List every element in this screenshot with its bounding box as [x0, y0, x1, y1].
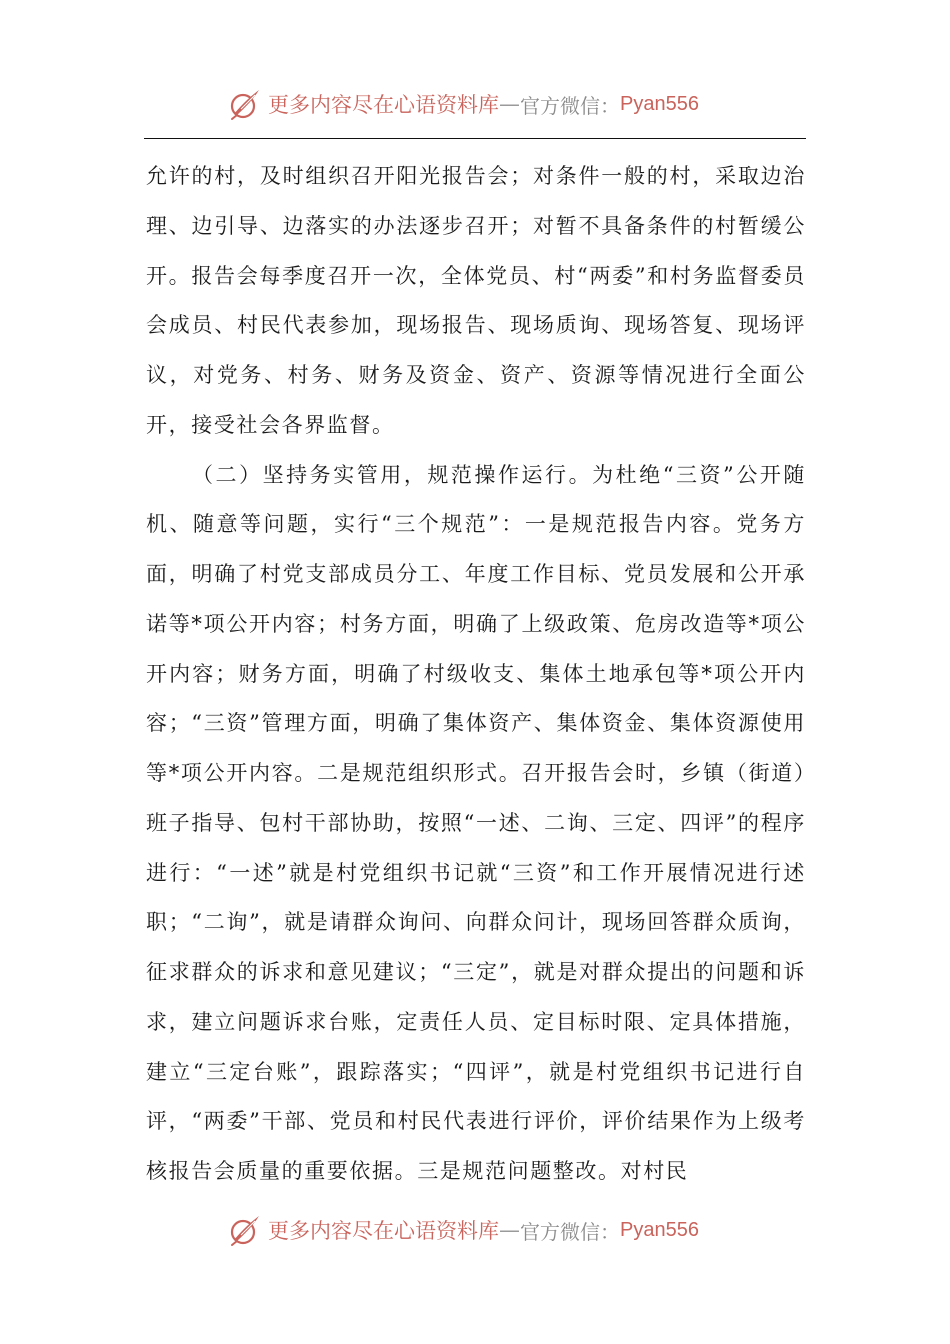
footer-site-text: 更多内容尽在心语资料库 [268, 1219, 499, 1243]
header-wechat-id: Pyan556 [620, 92, 699, 115]
footer-dash: — [499, 1218, 520, 1242]
header-wechat-label: 官方微信： [520, 93, 620, 118]
body-paragraph-2: （二）坚持务实管用，规范操作运行。为杜绝“三资”公开随机、随意等问题，实行“三个规范”：一是规范报告内容。党务方面，明确了村党支部成员分工、年度工作目标、党员发展和公开承诺等*项公开内容；村务方面，明确了上级政策、危房改造等*项公开内容；财务方面，明确了村级收支、集体土地承包等*项公开内容；“三资”管理方面，明确了集体资产、集体资金、集体资源使用等*项公开内容。二是规范组织形式。召开报告会时，乡镇（街道）班子指导、包村干部协助，按照“一述、二询、三定、四评”的程序进行：“一述”就是村党组织书记就“三资”和工作开展情况进行述职；“二询”，就是请群众询问、向群众问计，现场回答群众质询，征求群众的诉求和意见建议；“三定”，就是对群众提出的问题和诉求，建立问题诉求台账，定责任人员、定目标时限、定具体措施，建立“三定台账”，跟踪落实；“四评”，就是村党组织书记进行自评，“两委”干部、党员和村民代表进行评价，评价结果作为上级考核报告会质量的重要依据。三是规范问题整改。对村民 [146, 462, 806, 1183]
header-banner-content [228, 84, 699, 124]
body-paragraph-1: 允许的村，及时组织召开阳光报告会；对条件一般的村，采取边治理、边引导、边落实的办法逐步召开；对暂不具备条件的村暂缓公开。报告会每季度召开一次，全体党员、村“两委”和村务监督委员会成员、村民代表参加，现场报告、现场质询、现场答复、现场评议，对党务、村务、财务及资金、资产、资源等情况进行全面公开，接受社会各界监督。 [146, 164, 806, 437]
footer-banner-content [228, 1210, 699, 1250]
footer-wechat-label: 官方微信： [520, 1219, 620, 1244]
quill-logo-icon [228, 1213, 262, 1247]
document-body [146, 152, 806, 1197]
header-site-text: 更多内容尽在心语资料库 [268, 93, 499, 117]
quill-logo-icon [228, 87, 262, 121]
header-dash: — [499, 92, 520, 116]
footer-wechat-id: Pyan556 [620, 1218, 699, 1241]
footer-banner [0, 1210, 950, 1250]
header-divider [144, 138, 806, 139]
header-banner [0, 84, 950, 124]
